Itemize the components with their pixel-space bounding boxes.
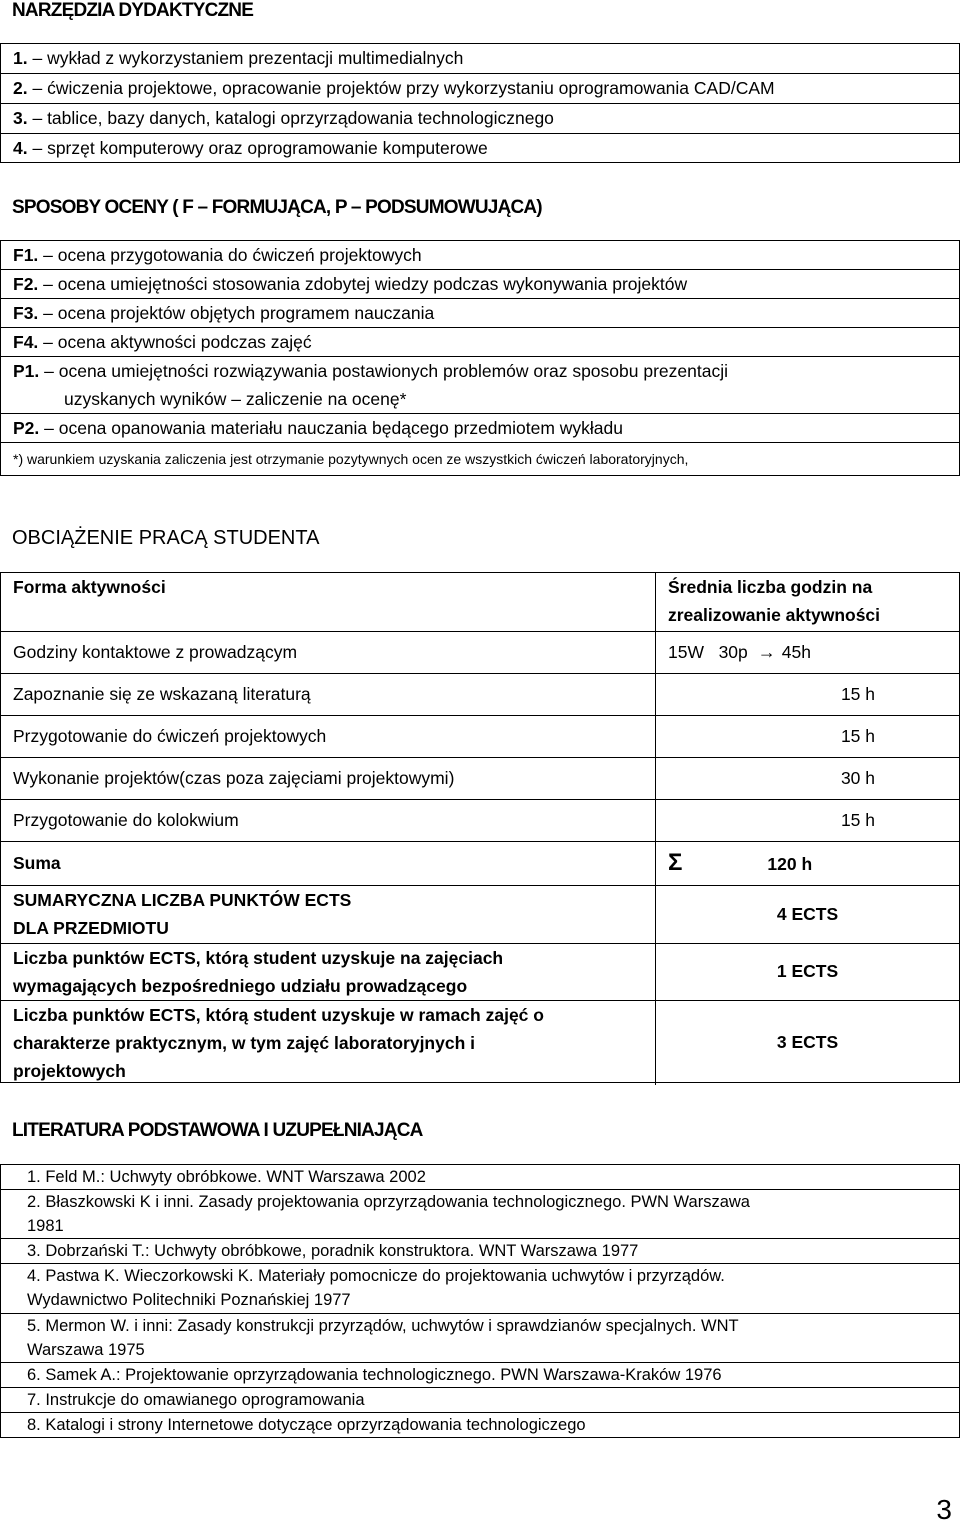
assessment-box — [0, 240, 960, 476]
assessment-note: *) warunkiem uzyskania zaliczenia jest otrzymanie pozytywnych ocen ze wszystkich ćwiczeń laboratoryjnych, — [1, 443, 959, 476]
tools-box — [0, 43, 960, 163]
ects-practical-label: Liczba punktów ECTS, którą student uzyskuje w ramach zajęć o charakterze praktycznym, w tym zajęć laboratoryjnych i projektowych — [1, 1000, 656, 1085]
workload-row-label: Przygotowanie do ćwiczeń projektowych — [1, 715, 656, 757]
assessment-heading: SPOSOBY OCENY ( F – FORMUJĄCA, P – PODSUMOWUJĄCA) — [12, 197, 542, 218]
tools-heading: NARZĘDZIA DYDAKTYCZNE — [12, 0, 254, 21]
literature-heading: LITERATURA PODSTAWOWA I UZUPEŁNIAJĄCA — [12, 1120, 423, 1141]
literature-item: 3. Dobrzański T.: Uchwyty obróbkowe, poradnik konstruktora. WNT Warszawa 1977 — [1, 1239, 959, 1264]
literature-item: 2. Błaszkowski K i inni. Zasady projektowania oprzyrządowania technologicznego. PWN Warszawa 1981 — [1, 1190, 959, 1239]
workload-row-label: Wykonanie projektów(czas poza zajęciami projektowymi) — [1, 757, 656, 799]
ects-contact-label: Liczba punktów ECTS, którą student uzyskuje na zajęciach wymagających bezpośredniego udziału prowadzącego — [1, 943, 656, 1000]
assessment-item: F3. – ocena projektów objętych programem nauczania — [1, 299, 959, 328]
assessment-item: P1. – ocena umiejętności rozwiązywania postawionych problemów oraz sposobu prezentacji uzyskanych wyników – zaliczenie na ocenę* — [1, 357, 959, 414]
literature-item: 8. Katalogi i strony Internetowe dotyczące oprzyrządowania technologiczego — [1, 1412, 959, 1437]
workload-row-value: 15 h — [656, 715, 960, 757]
assessment-item: F1. – ocena przygotowania do ćwiczeń projektowych — [1, 241, 959, 270]
arrow-right-icon: → — [757, 641, 776, 662]
workload-heading: OBCIĄŻENIE PRACĄ STUDENTA — [12, 527, 320, 549]
workload-row-label: Zapoznanie się ze wskazaną literaturą — [1, 673, 656, 715]
workload-col1-header: Forma aktywności — [1, 573, 656, 631]
ects-total-label: SUMARYCZNA LICZBA PUNKTÓW ECTS DLA PRZEDMIOTU — [1, 885, 656, 943]
tools-item: 1. – wykład z wykorzystaniem prezentacji multimedialnych — [1, 44, 959, 74]
tools-item: 2. – ćwiczenia projektowe, opracowanie projektów przy wykorzystaniu oprogramowania CAD/CAM — [1, 74, 959, 104]
workload-contact-value: 15W 30p → 45h — [656, 631, 960, 673]
sigma-icon: Σ — [668, 849, 683, 876]
ects-contact-value: 1 ECTS — [656, 943, 960, 1000]
workload-row-label: Przygotowanie do kolokwium — [1, 799, 656, 841]
ects-practical-value: 3 ECTS — [656, 1000, 960, 1085]
assessment-item: F2. – ocena umiejętności stosowania zdobytej wiedzy podczas wykonywania projektów — [1, 270, 959, 299]
tools-item: 3. – tablice, bazy danych, katalogi oprzyrządowania technologicznego — [1, 104, 959, 134]
workload-row-value: 15 h — [656, 673, 960, 715]
assessment-item: P2. – ocena opanowania materiału nauczania będącego przedmiotem wykładu — [1, 414, 959, 443]
literature-item: 1. Feld M.: Uchwyty obróbkowe. WNT Warszawa 2002 — [1, 1165, 959, 1190]
tools-item: 4. – sprzęt komputerowy oraz oprogramowanie komputerowe — [1, 134, 959, 164]
workload-contact-label: Godziny kontaktowe z prowadzącym — [1, 631, 656, 673]
assessment-item: F4. – ocena aktywności podczas zajęć — [1, 328, 959, 357]
workload-sum-value: Σ 120 h — [656, 841, 960, 885]
workload-sum-label: Suma — [1, 841, 656, 885]
literature-item: 5. Mermon W. i inni: Zasady konstrukcji przyrządów, uchwytów i sprawdzianów specjalnych. WNT Warszawa 1975 — [1, 1313, 959, 1362]
workload-row-value: 30 h — [656, 757, 960, 799]
ects-total-value: 4 ECTS — [656, 885, 960, 943]
literature-item: 6. Samek A.: Projektowanie oprzyrządowania technologicznego. PWN Warszawa-Kraków 1976 — [1, 1362, 959, 1387]
workload-table — [0, 572, 960, 1083]
literature-item: 7. Instrukcje do omawianego oprogramowania — [1, 1387, 959, 1412]
literature-box — [0, 1164, 960, 1438]
workload-col2-header: Średnia liczba godzin na zrealizowanie aktywności — [656, 573, 960, 631]
workload-row-value: 15 h — [656, 799, 960, 841]
page-number: 3 — [936, 1494, 952, 1525]
literature-item: 4. Pastwa K. Wieczorkowski K. Materiały pomocnicze do projektowania uchwytów i przyrządów. Wydawnictwo Politechniki Poznańskiej 1977 — [1, 1264, 959, 1313]
